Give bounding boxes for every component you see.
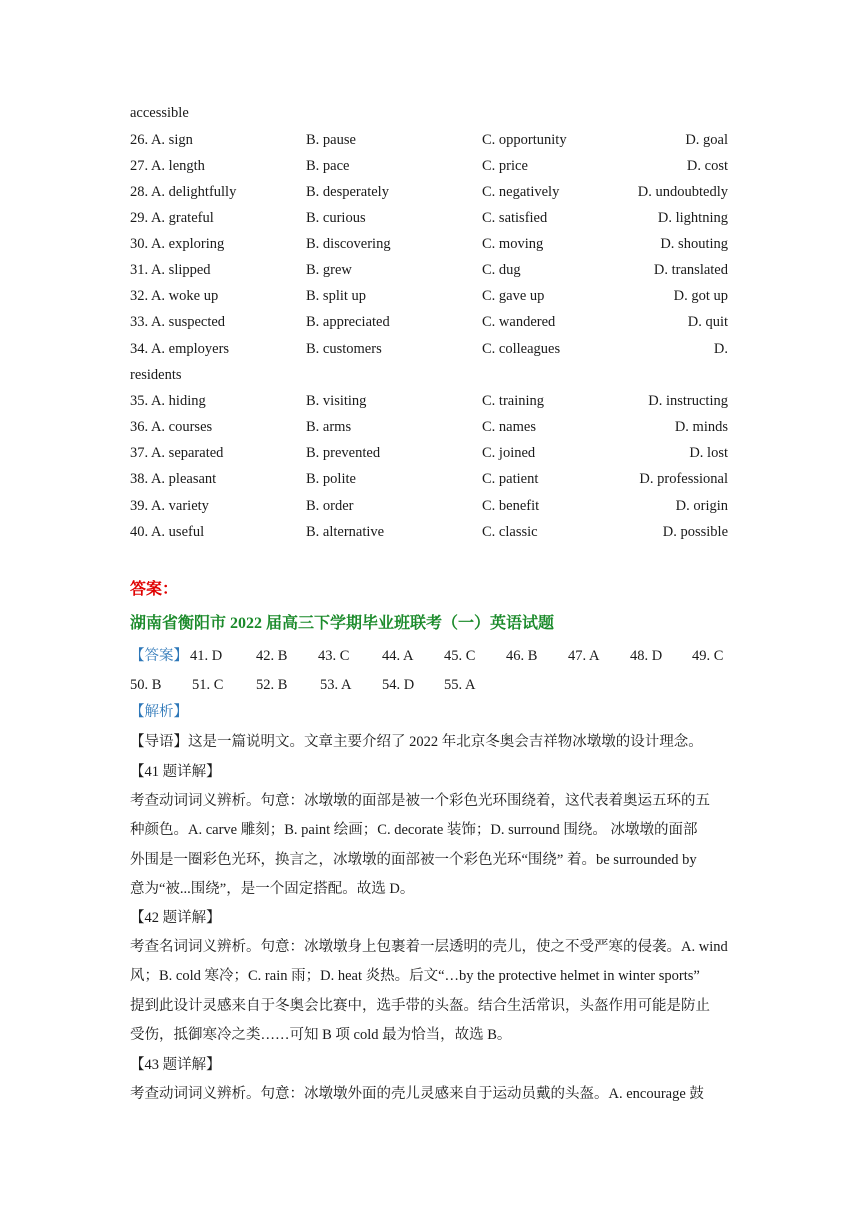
- wrapped-option-text: residents: [130, 367, 182, 383]
- option-d: D. possible: [662, 524, 728, 540]
- option-b: B. order: [306, 498, 354, 514]
- option-c: C. satisfied: [482, 210, 548, 226]
- option-d: D. quit: [687, 314, 728, 330]
- option-row: [0, 209, 860, 227]
- answer-item: 46. B: [506, 648, 538, 664]
- option-c: C. names: [482, 419, 536, 435]
- explanation-line: 受伤，抵御寒冷之类……可知 B 项 cold 最为恰当，故选 B。: [130, 1026, 512, 1043]
- option-row: [0, 444, 860, 462]
- option-d: D.: [713, 341, 728, 357]
- option-c: C. opportunity: [482, 132, 567, 148]
- option-c: C. price: [482, 158, 528, 174]
- lead-word: accessible: [130, 105, 189, 121]
- option-row: [0, 523, 860, 541]
- option-row: [0, 261, 860, 279]
- option-row: [0, 131, 860, 149]
- option-a: 38. A. pleasant: [130, 471, 217, 487]
- answers-row-1: [0, 647, 860, 665]
- explanation-line: 考查动词词义辨析。句意：冰墩墩的面部是被一个彩色光环围绕着，这代表着奥运五环的五: [130, 793, 710, 809]
- option-a: 39. A. variety: [130, 498, 209, 514]
- q42-heading: 【42 题详解】: [130, 910, 221, 926]
- option-row: [0, 287, 860, 305]
- option-a: 29. A. grateful: [130, 210, 214, 226]
- option-a: 40. A. useful: [130, 524, 205, 540]
- analysis-tag: 【解析】: [130, 704, 188, 720]
- option-b: B. desperately: [306, 184, 389, 200]
- answer-item: 42. B: [256, 648, 288, 664]
- option-row: [0, 157, 860, 175]
- option-d: D. minds: [674, 419, 728, 435]
- answer-item: 41. D: [190, 648, 223, 664]
- option-b: B. arms: [306, 419, 352, 435]
- intro-text: 【导语】这是一篇说明文。文章主要介绍了 2022 年北京冬奥会吉祥物冰墩墩的设计理念。: [130, 734, 703, 750]
- option-c: C. negatively: [482, 184, 560, 200]
- explanation-line: 外围是一圈彩色光环，换言之，冰墩墩的面部被一个彩色光环“围绕” 着。be surrounded by: [130, 851, 697, 868]
- explanation-line: 种颜色。A. carve 雕刻；B. paint 绘画；C. decorate 装饰；D. surround 围绕。 冰墩墩的面部: [130, 822, 698, 839]
- option-b: B. polite: [306, 471, 356, 487]
- option-d: D. undoubtedly: [637, 184, 728, 200]
- q41-heading: 【41 题详解】: [130, 764, 221, 780]
- option-d: D. professional: [639, 471, 728, 487]
- option-a: 27. A. length: [130, 158, 205, 174]
- option-d: D. lightning: [657, 210, 728, 226]
- option-a: 36. A. courses: [130, 419, 213, 435]
- option-c: C. dug: [482, 262, 521, 278]
- answer-item: 47. A: [568, 648, 600, 664]
- answer-item: 50. B: [130, 677, 162, 693]
- option-a: 31. A. slipped: [130, 262, 211, 278]
- option-b: B. discovering: [306, 236, 391, 252]
- answer-item: 54. D: [382, 677, 415, 693]
- option-d: D. lost: [689, 445, 728, 461]
- q43-heading: 【43 题详解】: [130, 1057, 221, 1073]
- option-a: 37. A. separated: [130, 445, 224, 461]
- answer-item: 45. C: [444, 648, 476, 664]
- answer-heading: 答案：: [130, 581, 179, 598]
- option-c: C. gave up: [482, 288, 545, 304]
- option-c: C. classic: [482, 524, 538, 540]
- option-a: 33. A. suspected: [130, 314, 226, 330]
- option-b: B. appreciated: [306, 314, 390, 330]
- option-b: B. split up: [306, 288, 367, 304]
- option-a: 26. A. sign: [130, 132, 193, 148]
- option-d: D. shouting: [660, 236, 728, 252]
- answer-item: 43. C: [318, 648, 350, 664]
- answer-item: 49. C: [692, 648, 724, 664]
- option-b: B. prevented: [306, 445, 381, 461]
- answer-item: 51. C: [192, 677, 224, 693]
- explanation-line: 考查名词词义辨析。句意：冰墩墩身上包裹着一层透明的壳儿，使之不受严寒的侵袭。A. wind: [130, 939, 728, 955]
- answer-item: 44. A: [382, 648, 414, 664]
- explanation-line: 提到此设计灵感来自于冬奥会比赛中，选手带的头盔。结合生活常识，头盔作用可能是防止: [130, 997, 710, 1014]
- option-b: B. pause: [306, 132, 356, 148]
- option-a: 28. A. delightfully: [130, 184, 237, 200]
- option-a: 35. A. hiding: [130, 393, 206, 409]
- option-d: D. got up: [673, 288, 728, 304]
- option-b: B. visiting: [306, 393, 367, 409]
- answer-tag: 【答案】: [130, 648, 188, 664]
- option-a: 30. A. exploring: [130, 236, 225, 252]
- explanation-line: 考查动词词义辨析。句意：冰墩墩外面的壳儿灵感来自于运动员戴的头盔。A. encourage 鼓: [130, 1086, 704, 1102]
- option-c: C. training: [482, 393, 545, 409]
- option-b: B. pace: [306, 158, 350, 174]
- option-c: C. colleagues: [482, 341, 561, 357]
- option-a: 34. A. employers: [130, 341, 230, 357]
- option-d: D. origin: [675, 498, 728, 514]
- option-c: C. wandered: [482, 314, 556, 330]
- option-b: B. grew: [306, 262, 352, 278]
- option-d: D. translated: [653, 262, 728, 278]
- explanation-line: 意为“被...围绕”，是一个固定搭配。故选 D。: [130, 880, 415, 897]
- answers-row-2: [0, 676, 860, 694]
- option-row: [0, 235, 860, 253]
- answer-item: 48. D: [630, 648, 663, 664]
- option-b: B. alternative: [306, 524, 385, 540]
- option-b: B. curious: [306, 210, 366, 226]
- answer-item: 52. B: [256, 677, 288, 693]
- option-b: B. customers: [306, 341, 382, 357]
- option-c: C. patient: [482, 471, 539, 487]
- explanation-line: 风；B. cold 寒冷；C. rain 雨；D. heat 炎热。后文“…by the protective helmet in winter sports”: [130, 968, 700, 985]
- option-row: [0, 183, 860, 201]
- option-row: [0, 340, 860, 358]
- option-row: [0, 313, 860, 331]
- exam-title: 湖南省衡阳市 2022 届高三下学期毕业班联考（一）英语试题: [130, 615, 555, 632]
- option-d: D. cost: [686, 158, 728, 174]
- option-d: D. instructing: [648, 393, 728, 409]
- option-c: C. benefit: [482, 498, 540, 514]
- option-row: [0, 497, 860, 515]
- option-c: C. joined: [482, 445, 536, 461]
- option-row: [0, 470, 860, 488]
- option-row: [0, 418, 860, 436]
- option-d: D. goal: [685, 132, 728, 148]
- answer-item: 53. A: [320, 677, 352, 693]
- option-a: 32. A. woke up: [130, 288, 219, 304]
- option-c: C. moving: [482, 236, 544, 252]
- answer-item: 55. A: [444, 677, 476, 693]
- option-row: [0, 392, 860, 410]
